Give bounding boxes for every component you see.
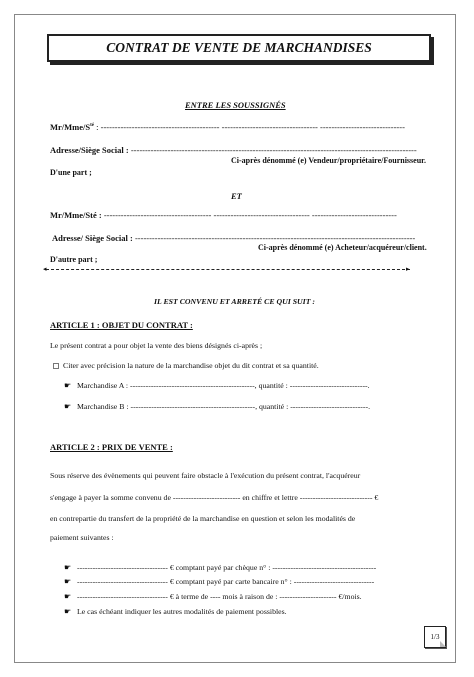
buyer-address-field[interactable]: [52, 233, 415, 243]
buyer-name-line: -------------------------------------- ---------------------------------- ------------------------------: [103, 210, 397, 220]
payment-card[interactable]: [64, 577, 374, 586]
seller-address-line: -----------------------------------------------------------------------------------------------------: [130, 145, 417, 155]
payment-term-text: ----------------------------------- € à terme de ---- mois à raison de : ---------------------- €/mois.: [77, 592, 362, 601]
buyer-address-label: Adresse/ Siège Social :: [52, 233, 133, 243]
buyer-role: Ci-après dénommé (e) Acheteur/acquéreur/client.: [258, 243, 427, 252]
payment-term[interactable]: [64, 592, 362, 601]
article2-line4: paiement suivantes :: [50, 533, 114, 542]
article2-line1: Sous réserve des évènements qui peuvent faire obstacle à l'exécution du présent contrat, l'acquéreur: [50, 471, 361, 480]
pointing-hand-icon: ☛: [64, 577, 71, 586]
article1-intro: Le présent contrat a pour objet la vente des biens désignés ci-après ;: [50, 341, 263, 350]
pointing-hand-icon: ☛: [64, 402, 71, 411]
seller-address-field[interactable]: [50, 145, 417, 155]
document-title: CONTRAT DE VENTE DE MARCHANDISES: [47, 34, 431, 62]
item-a-text: Marchandise A : ------------------------------------------------, quantité : ------------------------------.: [77, 381, 370, 390]
second-party-label: D'autre part ;: [50, 255, 98, 264]
article2-line2: s'engage à payer la somme convenu de -------------------------- en chiffre et lettre ---------------------------- €: [50, 493, 379, 502]
page-fold-icon: [440, 641, 446, 647]
item-b-text: Marchandise B : ------------------------------------------------, quantité : ------------------------------.: [77, 402, 371, 411]
seller-address-label: Adresse/Siège Social :: [50, 145, 129, 155]
pointing-hand-icon: ☛: [64, 592, 71, 601]
separator-line: [46, 269, 410, 270]
article1-heading: ARTICLE 1 : OBJET DU CONTRAT :: [50, 320, 193, 330]
pointing-hand-icon: ☛: [64, 381, 71, 390]
buyer-address-line: ---------------------------------------------------------------------------------------------------: [134, 233, 416, 243]
checkbox-icon: [53, 363, 59, 369]
first-party-label: D'une part ;: [50, 168, 92, 177]
payment-other: [64, 607, 287, 616]
seller-name-sup: té: [90, 123, 95, 129]
article2-line3: en contrepartie du transfert de la propriété de la marchandise en question et selon les modalités de: [50, 514, 356, 523]
payment-card-text: ----------------------------------- € comptant payé par carte bancaire n° : -------------------------------: [77, 577, 375, 586]
page-number: 1/3: [424, 626, 446, 648]
item-a[interactable]: [64, 381, 370, 390]
and-word: ET: [231, 191, 242, 201]
seller-role: Ci-après dénommé (e) Vendeur/propriétaire/Fournisseur.: [231, 156, 426, 165]
parties-heading: ENTRE LES SOUSSIGNÉS: [185, 100, 286, 110]
payment-cheque-text: ----------------------------------- € comptant payé par chèque n° : ----------------------------------------: [77, 563, 377, 572]
seller-name-field[interactable]: [50, 122, 405, 132]
pointing-hand-icon: ☛: [64, 607, 71, 616]
seller-name-label: Mr/Mme/S: [50, 122, 91, 132]
buyer-name-field[interactable]: [50, 210, 397, 220]
article1-instruction: [53, 361, 319, 370]
article2-heading: ARTICLE 2 : PRIX DE VENTE :: [50, 442, 173, 452]
seller-name-line: : ------------------------------------------ ---------------------------------- ------------------------------: [96, 122, 405, 132]
pointing-hand-icon: ☛: [64, 563, 71, 572]
arrow-right-icon: ▸: [406, 265, 410, 273]
arrow-left-icon: ◂: [43, 265, 47, 273]
buyer-name-label: Mr/Mme/Sté :: [50, 210, 102, 220]
agreement-heading: IL EST CONVENU ET ARRETÉ CE QUI SUIT :: [154, 297, 316, 306]
item-b[interactable]: [64, 402, 370, 411]
payment-other-text: Le cas échéant indiquer les autres modalités de paiement possibles.: [77, 607, 287, 616]
article1-instruction-text: Citer avec précision la nature de la marchandise objet du dit contrat et sa quantité.: [63, 361, 319, 370]
payment-cheque[interactable]: [64, 563, 376, 572]
